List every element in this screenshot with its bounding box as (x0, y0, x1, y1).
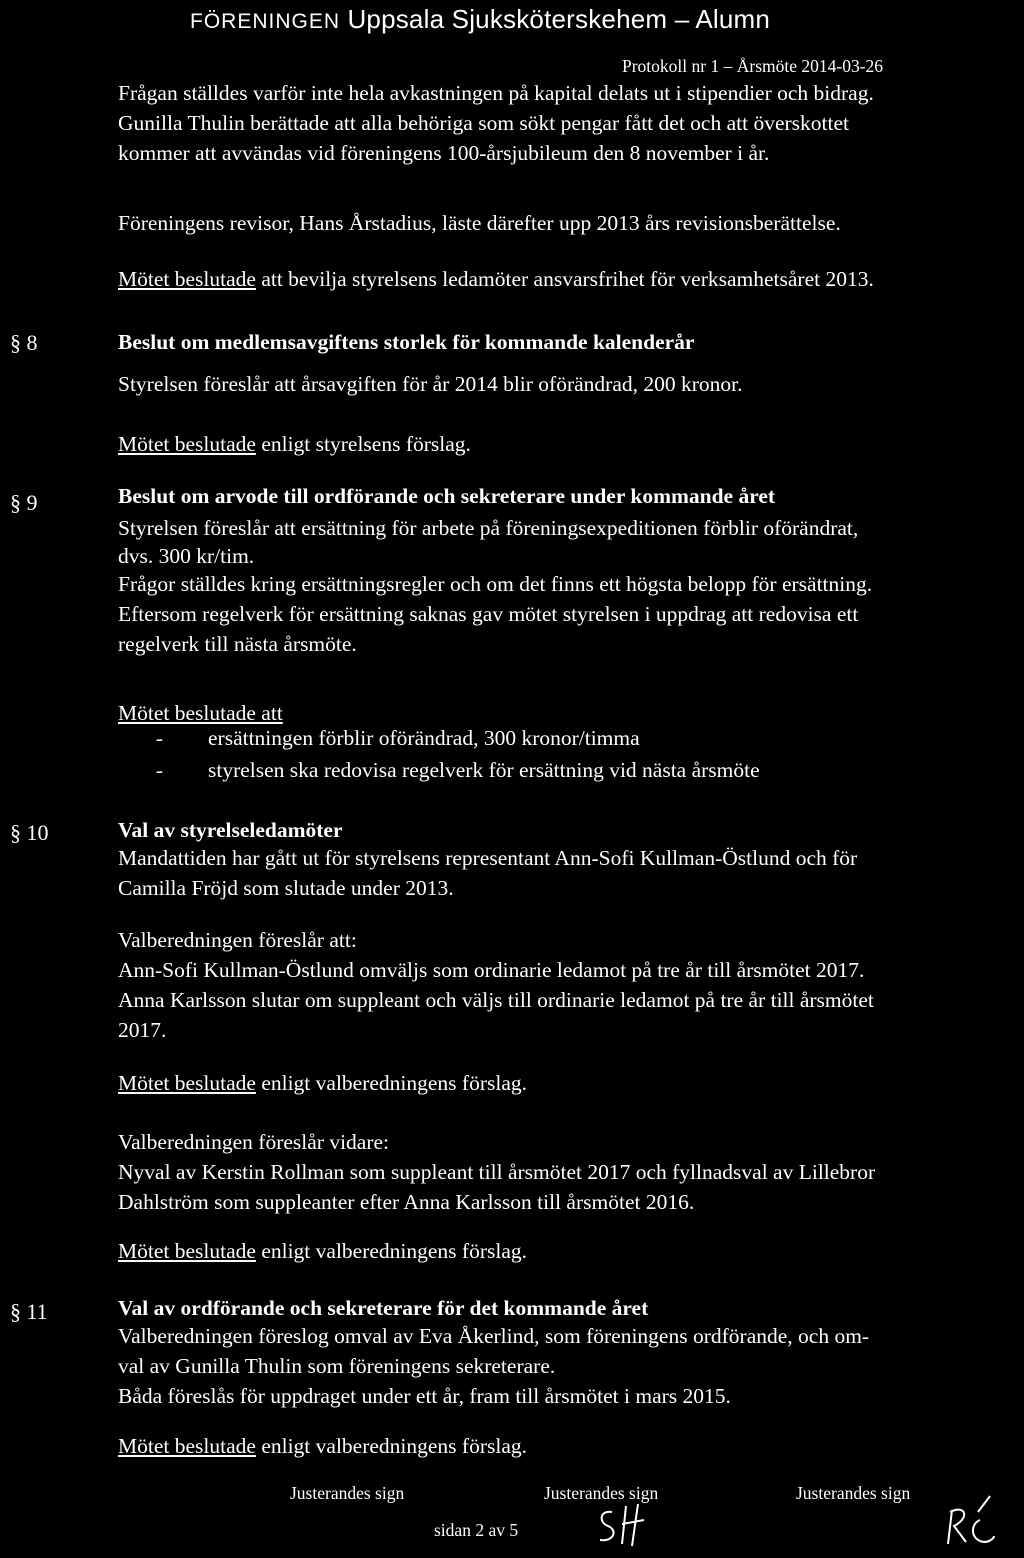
dash-marker: - (156, 758, 163, 782)
intro-paragraph-2: Föreningens revisor, Hans Årstadius, läste därefter upp 2013 års revisionsberättelse. (118, 211, 841, 235)
text-line: Styrelsen föreslår att ersättning för arbete på föreningsexpeditionen förblir oförändrat, (118, 516, 859, 540)
text-line: dvs. 300 kr/tim. (118, 544, 255, 568)
section-number-11: § 11 (10, 1299, 48, 1324)
text-line: Frågan ställdes varför inte hela avkastningen på kapital delats ut i stipendier och bidrag. (118, 81, 874, 105)
section-10-decision-2 (118, 1236, 527, 1266)
text-line: Ann-Sofi Kullman-Östlund omväljs som ordinarie ledamot på tre år till årsmötet 2017. (118, 958, 865, 982)
text-line: 2017. (118, 1018, 167, 1042)
decision-label: Mötet beslutade (118, 1434, 256, 1458)
decision-label: Mötet beslutade (118, 1239, 256, 1263)
list-item-text: styrelsen ska redovisa regelverk för ersättning vid nästa årsmöte (208, 758, 760, 782)
section-11-text (118, 1321, 869, 1411)
document-header (190, 4, 770, 35)
text-line: val av Gunilla Thulin som föreningens sekreterare. (118, 1354, 556, 1378)
signature-initials-2 (940, 1490, 1010, 1558)
text-line: Camilla Fröjd som slutade under 2013. (118, 876, 454, 900)
text-line: Gunilla Thulin berättade att alla behöriga som sökt pengar fått det och att överskottet (118, 111, 849, 135)
section-heading-11: Val av ordförande och sekreterare för det kommande året (118, 1296, 649, 1320)
section-8-text: Styrelsen föreslår att årsavgiften för år 2014 blir oförändrad, 200 kronor. (118, 372, 743, 396)
text-line: Dahlström som suppleanter efter Anna Karlsson till årsmötet 2016. (118, 1190, 695, 1214)
organization-label: FÖRENINGEN (190, 10, 341, 33)
decision-text: enligt styrelsens förslag. (255, 432, 471, 456)
text-line: Frågor ställdes kring ersättningsregler och om det finns ett högsta belopp för ersättning. (118, 572, 873, 596)
section-9-text (118, 513, 872, 659)
signature-label-3: Justerandes sign (796, 1483, 911, 1503)
text-line: Valberedningen föreslår vidare: (118, 1130, 390, 1154)
dash-marker: - (156, 726, 163, 750)
text-line: Valberedningen föreslog omval av Eva Åkerlind, som föreningens ordförande, och om- (118, 1324, 870, 1348)
decision-text: enligt valberedningens förslag. (255, 1434, 527, 1458)
decision-label: Mötet beslutade (118, 432, 256, 456)
section-number-10: § 10 (10, 820, 49, 845)
section-heading-8: Beslut om medlemsavgiftens storlek för kommande kalenderår (118, 330, 695, 354)
signature-label-2: Justerandes sign (544, 1483, 659, 1503)
decision-text: att bevilja styrelsens ledamöter ansvarsfrihet för verksamhetsåret 2013. (255, 267, 874, 291)
text-line: Båda föreslås för uppdraget under ett år, fram till årsmötet i mars 2015. (118, 1384, 731, 1408)
signature-initials-1 (592, 1500, 662, 1556)
intro-paragraph-1 (118, 78, 874, 168)
section-heading-10: Val av styrelseledamöter (118, 818, 343, 842)
section-heading-9: Beslut om arvode till ordförande och sekreterare under kommande året (118, 484, 776, 508)
section-number-8: § 8 (10, 330, 38, 355)
protocol-reference: Protokoll nr 1 – Årsmöte 2014-03-26 (622, 56, 884, 76)
section-8-decision (118, 429, 471, 459)
header-title-text: Uppsala Sjuksköterskehem – Alumn (340, 4, 771, 34)
decision-text: enligt valberedningens förslag. (255, 1071, 527, 1095)
section-10-text (118, 843, 857, 903)
text-line: Mandattiden har gått ut för styrelsens representant Ann-Sofi Kullman-Östlund och för (118, 846, 858, 870)
text-line: kommer att avvändas vid föreningens 100-årsjubileum den 8 november i år. (118, 141, 770, 165)
text-line: Eftersom regelverk för ersättning saknas gav mötet styrelsen i uppdrag att redovisa ett (118, 602, 859, 626)
intro-decision (118, 264, 874, 294)
handwritten-signature (940, 1490, 1010, 1550)
text-line: Valberedningen föreslår att: (118, 928, 357, 952)
list-item-text: ersättningen förblir oförändrad, 300 kronor/timma (208, 726, 640, 750)
handwritten-signature (592, 1500, 662, 1548)
page-number: sidan 2 av 5 (434, 1520, 519, 1540)
text-line: regelverk till nästa årsmöte. (118, 632, 357, 656)
section-11-decision (118, 1431, 527, 1461)
text-line: Nyval av Kerstin Rollman som suppleant till årsmötet 2017 och fyllnadsval av Lillebror (118, 1160, 876, 1184)
section-9-decision-label: Mötet beslutade att (118, 701, 283, 725)
decision-label: Mötet beslutade (118, 267, 256, 291)
signature-label-1: Justerandes sign (290, 1483, 405, 1503)
section-10-proposal (118, 925, 874, 1045)
section-10-further-proposal (118, 1127, 875, 1217)
decision-label: Mötet beslutade (118, 1071, 256, 1095)
section-10-decision-1 (118, 1068, 527, 1098)
section-number-9: § 9 (10, 490, 38, 515)
text-line: Anna Karlsson slutar om suppleant och väljs till ordinarie ledamot på tre år till årsmötet (118, 988, 874, 1012)
decision-text: enligt valberedningens förslag. (255, 1239, 527, 1263)
